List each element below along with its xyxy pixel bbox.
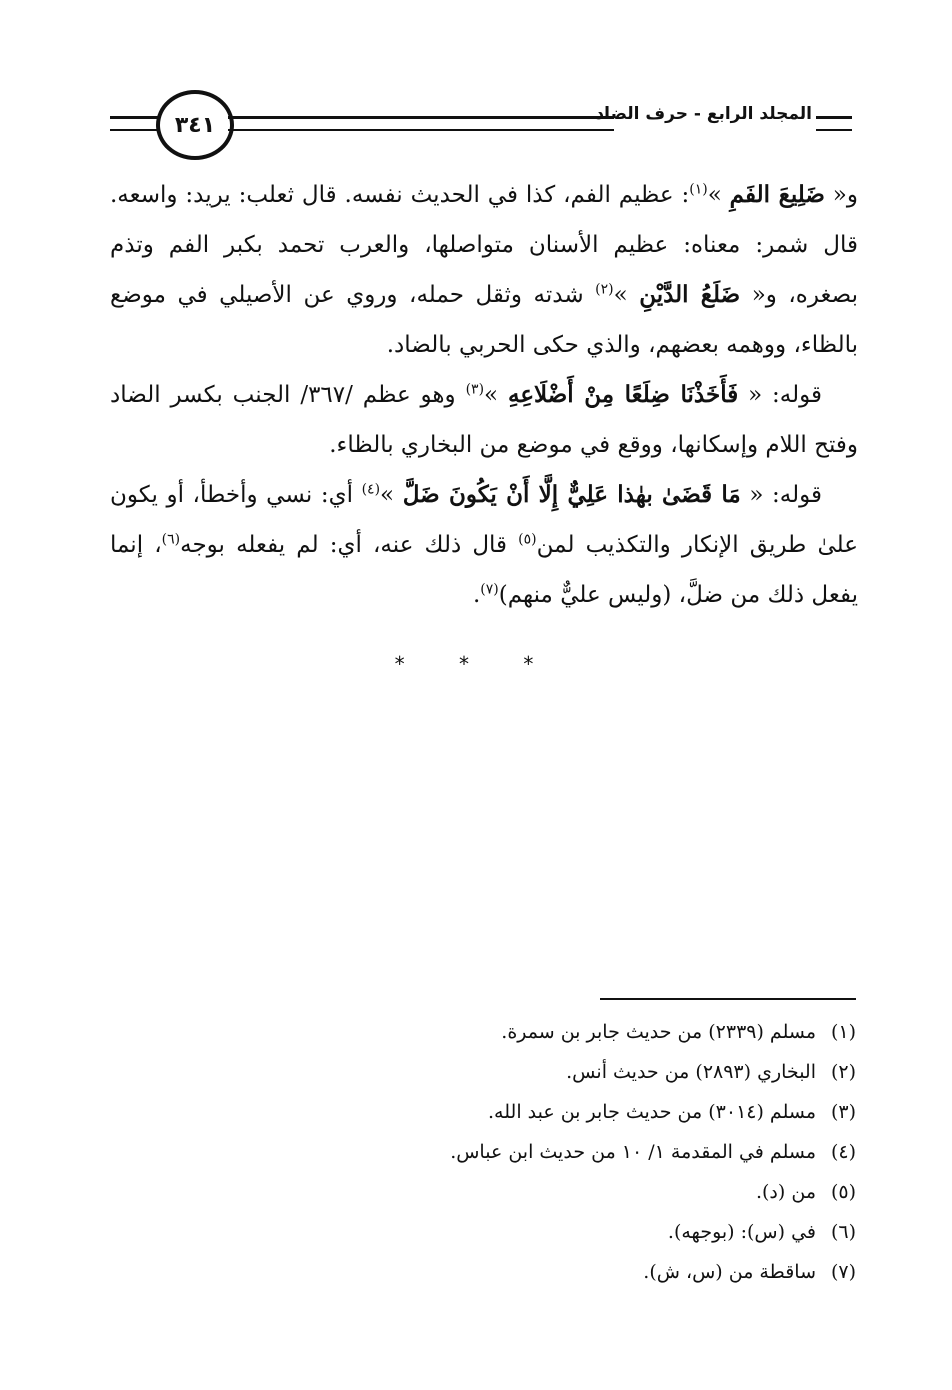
footnote-number: (٣)	[830, 1101, 856, 1123]
paragraph-1: و« ضَلِيعَ الفَمِ »$^{(١)}$: عظيم الفم، كذا في الحديث نفسه. قال ثعلب: يريد: واسعه. قال شمر: معناه: عظيم الأسنان متواصلها، والعرب تحمد بكبر الفم وتذم بصغره، و« ضَلَعُ الدَّيْنِ »$^{(٢)}$ شدته وثقل حمله، وروي عن الأصيلي في موضع بالظاء، ووهمه بعضهم، والذي حكى الحربي بالضاد.	[110, 181, 858, 358]
header-rule-right	[816, 116, 852, 131]
quoted-term: ضَلَعُ الدَّيْنِ	[639, 281, 741, 308]
footnote-text: مسلم (٢٣٣٩) من حديث جابر بن سمرة.	[501, 1021, 816, 1043]
footnote-number: (١)	[830, 1021, 856, 1043]
footnote-text: من (د).	[755, 1181, 816, 1203]
footnote-number: (٦)	[830, 1221, 856, 1243]
footnotes-list	[296, 1012, 856, 1292]
main-text	[110, 170, 858, 620]
footnote-ref[interactable]: (٧)	[480, 581, 499, 598]
footnote-text: في (س): (بوجهه).	[667, 1221, 816, 1243]
paragraph-3: قوله: « مَا قَضَىٰ بهٰذا عَلِيٌّ إِلَّا أَنْ يَكُونَ ضَلَّ »$^{(٤)}$ أي: نسي وأخطأ، أو يكون علىٰ طريق الإنكار والتكذيب لمن$^{(٥)}$ قال ذلك عنه، أي: لم يفعله بوجه$^{(٦)}$، إنما يفعل ذلك من ضلَّ، (وليس عليٌّ منهم)$^{(٧)}$.	[110, 481, 858, 608]
page-header	[110, 80, 852, 160]
footnote-number: (٤)	[830, 1141, 856, 1163]
quoted-hadith: فَأَخَذْنَا ضِلَعًا مِنْ أَضْلَاعِهِ	[507, 381, 739, 408]
footnote-text: مسلم في المقدمة ١/ ١٠ من حديث ابن عباس.	[450, 1141, 816, 1163]
quoted-term: ضَلِيعَ الفَمِ	[729, 181, 825, 208]
footnote-ref[interactable]: (٣)	[465, 381, 485, 398]
footnote-ref[interactable]: (٦)	[161, 531, 181, 548]
footnote-rule	[600, 998, 856, 1000]
footnote-number: (٢)	[830, 1061, 856, 1083]
footnote-item	[296, 1132, 856, 1172]
paragraph-2: قوله: « فَأَخَذْنَا ضِلَعًا مِنْ أَضْلَاعِهِ »$^{(٣)}$ وهو عظم /٣٦٧/ الجنب بكسر الضاد وفتح اللام وإسكانها، ووقع في موضع من البخاري بالظاء.	[110, 381, 858, 458]
running-title: المجلد الرابع - حرف الضاد	[595, 104, 812, 124]
footnote-text: البخاري (٢٨٩٣) من حديث أنس.	[566, 1061, 816, 1083]
footnote-ref[interactable]: (٤)	[361, 481, 381, 498]
footnote-ref[interactable]: (٢)	[595, 281, 614, 298]
footnote-ref[interactable]: (٥)	[518, 531, 537, 548]
footnote-text: مسلم (٣٠١٤) من حديث جابر بن عبد الله.	[488, 1101, 816, 1123]
footnote-number: (٥)	[830, 1181, 856, 1203]
page-number-badge	[156, 90, 234, 160]
footnote-text: ساقطة من (س، ش).	[643, 1261, 816, 1283]
footnote-ref[interactable]: (١)	[689, 181, 708, 198]
footnote-item	[296, 1212, 856, 1252]
footnote-item	[296, 1252, 856, 1292]
footnote-item	[296, 1172, 856, 1212]
header-rule-left	[110, 116, 158, 131]
footnote-number: (٧)	[830, 1261, 856, 1283]
footnote-item	[296, 1092, 856, 1132]
footnote-item	[296, 1012, 856, 1052]
quoted-hadith: مَا قَضَىٰ بهٰذا عَلِيٌّ إِلَّا أَنْ يَكُونَ ضَلَّ	[402, 481, 741, 508]
page-number: ٣٤١	[174, 112, 216, 138]
footnote-item	[296, 1052, 856, 1092]
section-separator: * * *	[394, 652, 558, 676]
